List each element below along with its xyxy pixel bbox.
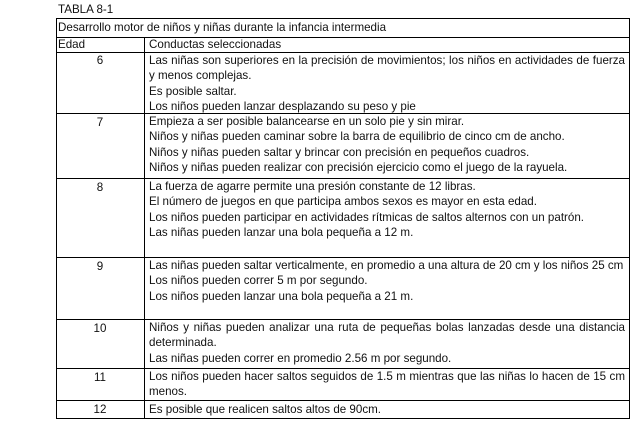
age-cell: 10 — [93, 322, 107, 335]
behaviors-cell — [149, 258, 625, 304]
rule-left — [56, 18, 57, 419]
age-cell: 7 — [96, 116, 104, 129]
age-cell: 12 — [93, 403, 107, 416]
behavior-line: Los niños pueden lanzar una bola pequeña a 21 m. — [149, 289, 414, 303]
age-cell: 9 — [96, 260, 104, 273]
behavior-line: Niños y niñas pueden analizar una ruta de pequeñas bolas lanzadas desde una distancia determinada. — [149, 321, 625, 350]
behavior-line: Las niñas son superiores en la precisión de movimientos; los niños en actividades de fuerza y menos complejas. — [149, 54, 625, 83]
behavior-line: Niños y niñas pueden caminar sobre la barra de equilibrio de cinco cm de ancho. — [149, 130, 565, 144]
rule-divider — [144, 37, 145, 419]
behavior-line: Los niños pueden hacer saltos seguidos de 1.5 m mientras que las niñas lo hacen de 15 cm menos. — [149, 370, 625, 399]
rule-bottom — [56, 418, 630, 419]
behaviors-cell — [149, 402, 625, 417]
table-label: TABLA 8-1 — [58, 3, 114, 16]
behavior-line: Es posible que realicen saltos altos de 90cm. — [149, 403, 382, 416]
header-age: Edad — [58, 38, 86, 51]
behaviors-cell — [149, 114, 625, 176]
behavior-line: Las niñas pueden correr en promedio 2.56 m por segundo. — [149, 351, 452, 365]
rule-after-row-11 — [56, 400, 630, 401]
header-behaviors: Conductas seleccionadas — [149, 38, 282, 51]
behaviors-cell — [149, 53, 625, 115]
age-cell: 6 — [96, 54, 104, 67]
age-cell: 11 — [93, 371, 107, 384]
behavior-line: La fuerza de agarre permite una presión constante de 12 libras. — [149, 180, 476, 193]
behavior-line: El número de juegos en que participa ambos sexos es mayor en esta edad. — [149, 195, 537, 209]
behavior-line: Empieza a ser posible balancearse en un solo pie y sin mirar. — [149, 115, 465, 128]
behavior-line: Los niños pueden participar en actividades rítmicas de saltos alternos con un patrón. — [149, 210, 585, 224]
behavior-line: Los niños pueden correr 5 m por segundo. — [149, 274, 368, 288]
behaviors-cell — [149, 320, 625, 366]
rule-right — [629, 18, 630, 419]
behaviors-cell — [149, 179, 625, 241]
age-cell: 8 — [96, 181, 104, 194]
behavior-line: Es posible saltar. — [149, 84, 237, 98]
behavior-line: Niños y niñas pueden saltar y brincar con precisión en pequeños cuadros. — [149, 145, 530, 159]
table-title: Desarrollo motor de niños y niñas durante la infancia intermedia — [58, 21, 387, 34]
behaviors-cell — [149, 369, 625, 400]
rule-top — [56, 18, 630, 19]
behavior-line: Las niñas pueden saltar verticalmente, en promedio a una altura de 20 cm y los niños 25 cm — [149, 259, 624, 272]
behavior-line: Niños y niñas pueden realizar con precisión ejercicio como el juego de la rayuela. — [149, 161, 568, 175]
behavior-line: Los niños pueden lanzar desplazando su peso y pie — [149, 100, 416, 114]
behavior-line: Las niñas pueden lanzar una bola pequeña a 12 m. — [149, 226, 414, 240]
